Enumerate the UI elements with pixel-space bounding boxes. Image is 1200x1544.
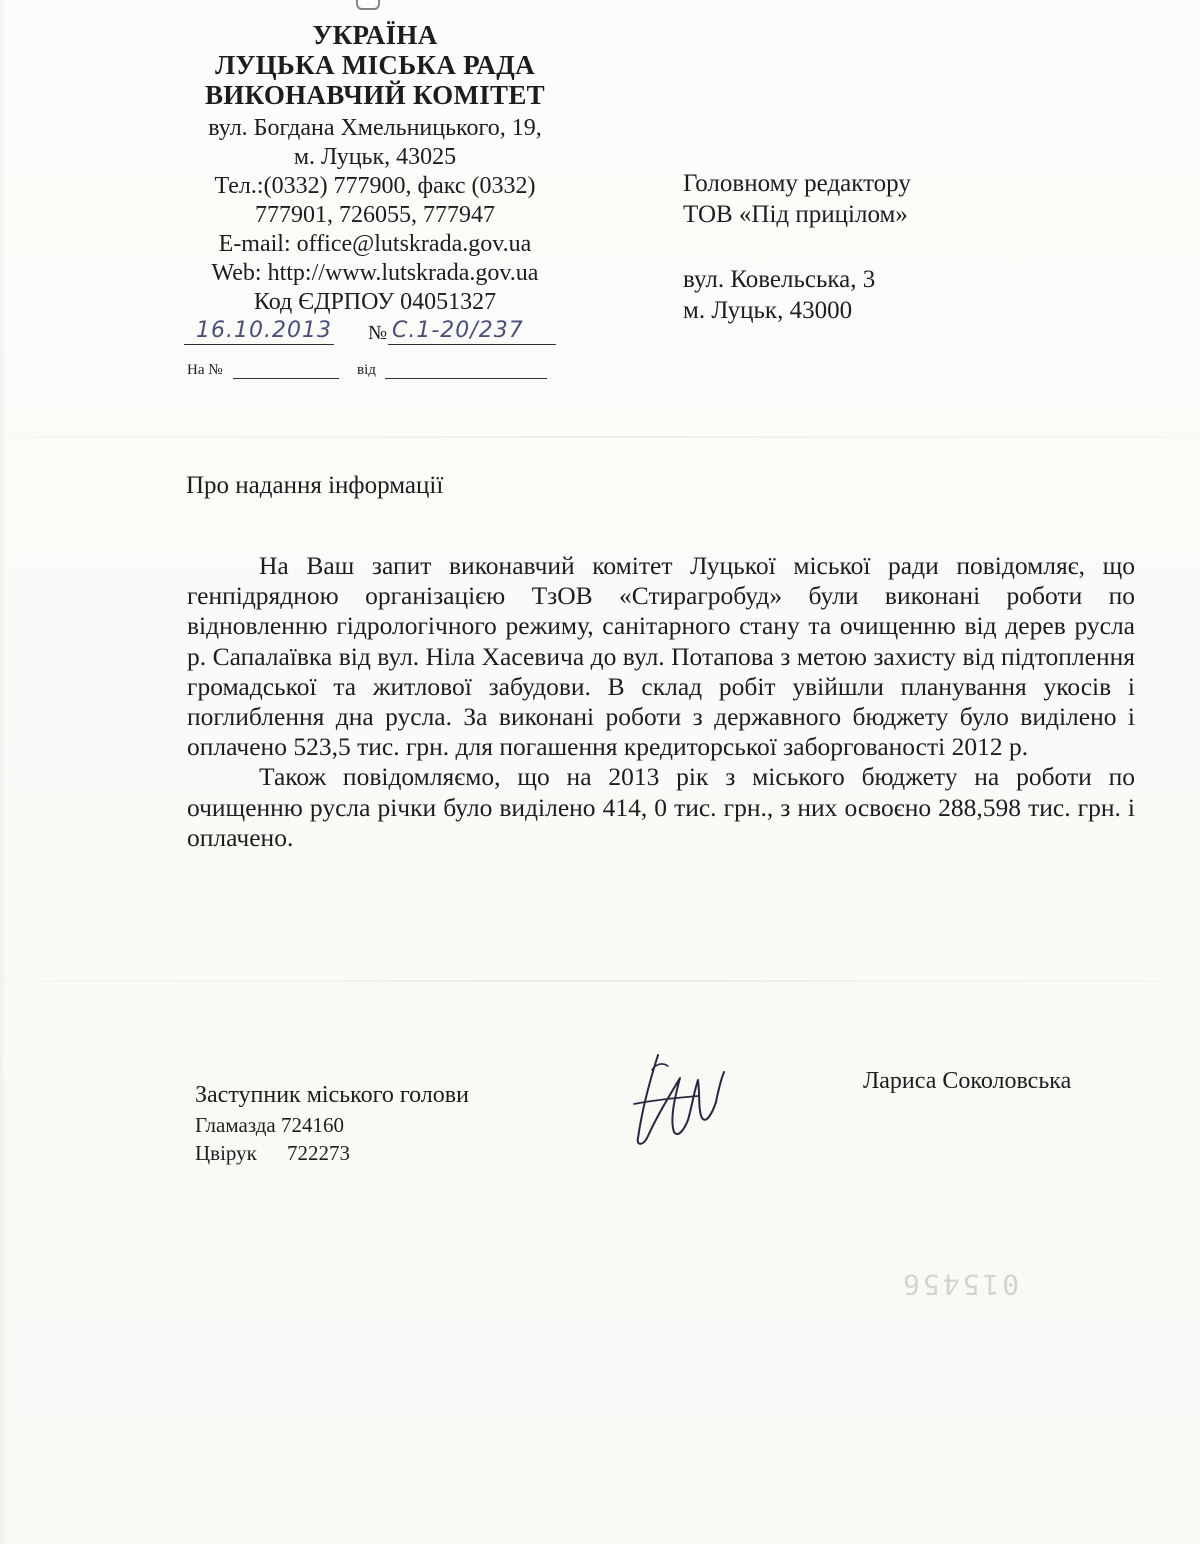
recipient-city: м. Луцьк, 43000 (683, 297, 853, 324)
recipient-organization: ТОВ «Під прицілом» (683, 201, 908, 228)
recipient-street: вул. Ковельська, 3 (683, 266, 876, 293)
letter-subject: Про надання інформації (186, 472, 444, 499)
letterhead-address-city: м. Луцьк, 43025 (293, 144, 457, 170)
contact-name: Цвірук (195, 1141, 257, 1165)
coat-of-arms-fragment (356, 0, 380, 10)
letterhead-edrpou: Код ЄДРПОУ 04051327 (253, 289, 497, 315)
letter-body (187, 551, 1135, 853)
registration-date: 16.10.2013 (196, 318, 332, 343)
registration-number: С.1-20/237 (392, 318, 524, 343)
outgoing-registration (182, 318, 562, 348)
handwritten-signature (628, 1040, 728, 1150)
body-paragraph: На Ваш запит виконавчий комітет Луцької міської ради повідомляє, що генпідрядною організацією ТзОВ «Стирагробуд» були виконані роботи по відновленню гідрологічного режиму, санітарного стану та очищенню від дерев русла р. Сапалаївка від вул. Ніла Хасевича до вул. Потапова з метою захисту від підтоплення громадської та житлової забудови. В склад робіт увійшли планування укосів і поглиблення дна русла. За виконані роботи з державного бюджету було виділено і оплачено 523,5 тис. грн. для погашення кредиторської заборгованості 2012 р. (187, 551, 1135, 762)
letterhead-country: УКРАЇНА (312, 20, 438, 50)
stamp-serial-number: 015456 (900, 1268, 1020, 1301)
contact-line: Гламазда 724160 (195, 1113, 344, 1137)
letterhead-committee: ВИКОНАВЧИЙ КОМІТЕТ (205, 80, 545, 110)
letterhead-phone-continued: 777901, 726055, 777947 (255, 202, 495, 228)
recipient-title: Головному редактору (683, 170, 911, 197)
reference-date-blank (385, 378, 547, 379)
body-paragraph: Також повідомляємо, що на 2013 рік з міського бюджету на роботи по очищенню русла річки було виділено 414, 0 тис. грн., з них освоєно 288,598 тис. грн. і оплачено. (187, 762, 1135, 852)
incoming-reference (187, 360, 567, 384)
letterhead-council: ЛУЦЬКА МІСЬКА РАДА (215, 50, 535, 80)
reference-number-blank (233, 378, 339, 379)
recipient-block (683, 168, 1083, 326)
registration-number-underline (388, 344, 556, 345)
letterhead-web: Web: http://www.lutskrada.gov.ua (211, 260, 539, 286)
paper-fold (0, 436, 1200, 438)
contact-line (195, 1139, 469, 1167)
signer-name: Лариса Соколовська (863, 1068, 1072, 1094)
signer-position: Заступник міського голови (195, 1082, 469, 1108)
paper-fold (0, 980, 1200, 982)
contact-phone: 722273 (287, 1141, 350, 1165)
letterhead-email: E-mail: office@lutskrada.gov.ua (218, 231, 532, 257)
letterhead-address-street: вул. Богдана Хмельницького, 19, (208, 115, 542, 141)
signature-block (195, 1080, 469, 1167)
reference-number-label: На № (187, 362, 223, 378)
registration-date-underline (184, 344, 334, 345)
reference-date-label: від (357, 362, 376, 378)
letterhead-phone: Тел.:(0332) 777900, факс (0332) (214, 173, 536, 199)
letterhead (150, 20, 600, 317)
registration-number-label: № (368, 322, 388, 344)
